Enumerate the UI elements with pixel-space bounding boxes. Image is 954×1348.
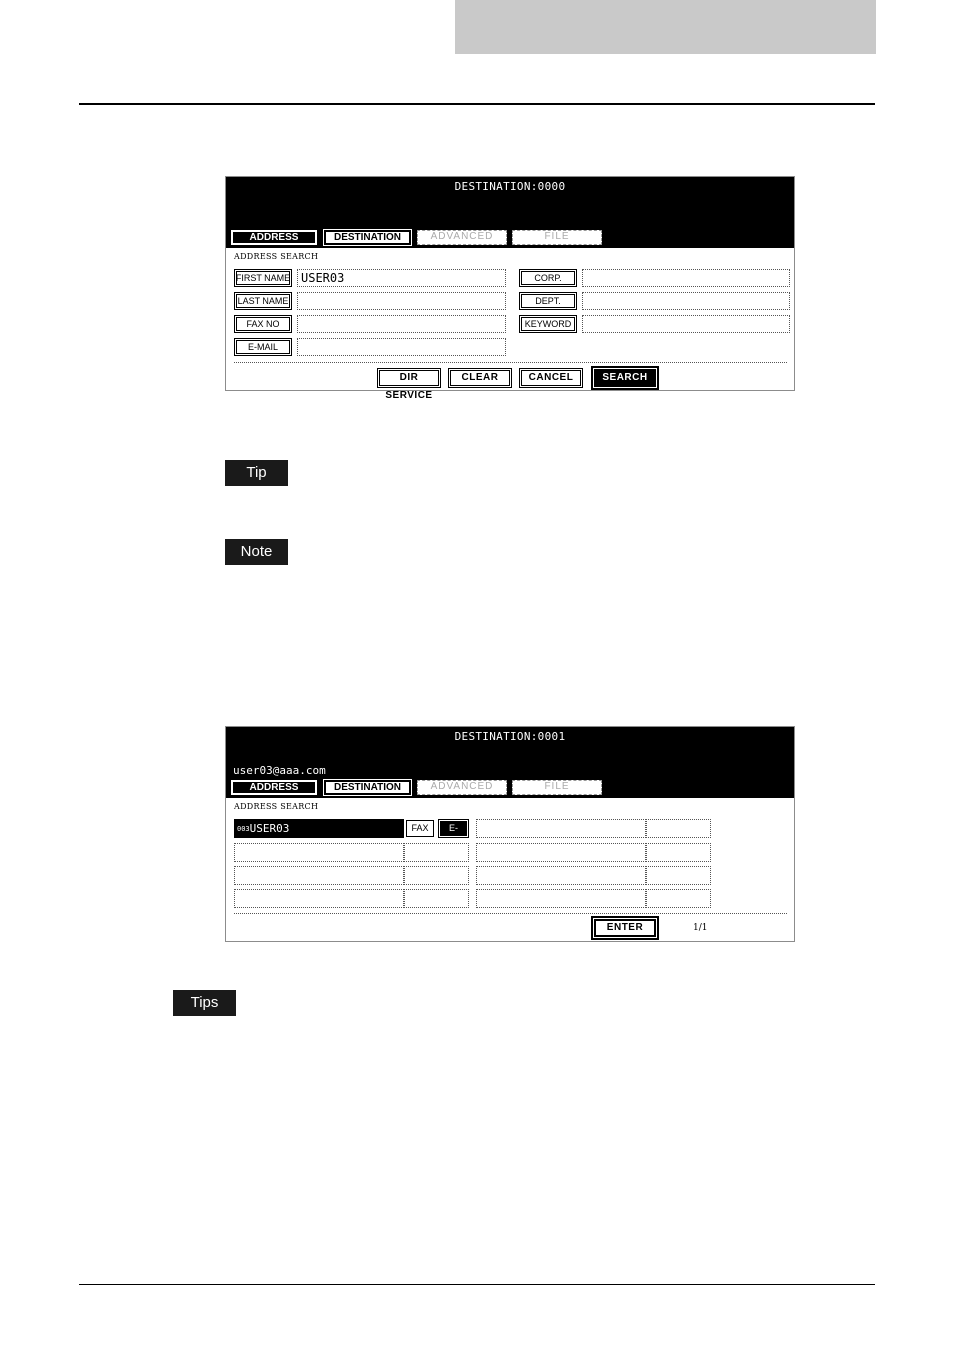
first-name-button[interactable]: FIRST NAME <box>234 269 292 287</box>
first-name-field[interactable]: USER03 <box>297 269 506 287</box>
tab-advanced[interactable]: ADVANCED <box>417 780 507 795</box>
destination-count: DESTINATION:0000 <box>454 180 566 193</box>
last-name-field[interactable] <box>297 292 506 310</box>
result-entry-type[interactable] <box>404 843 469 862</box>
cancel-button[interactable]: CANCEL <box>519 368 583 388</box>
tips-label: Tips <box>173 990 236 1016</box>
section-title: ADDRESS SEARCH <box>234 252 319 261</box>
clear-button[interactable]: CLEAR <box>448 368 512 388</box>
email-field[interactable] <box>297 338 506 356</box>
result-entry-type[interactable] <box>646 866 711 885</box>
tab-address[interactable]: ADDRESS <box>231 780 317 795</box>
result-entry-type[interactable] <box>404 866 469 885</box>
entry-number: 003 <box>237 825 250 833</box>
fax-toggle-button[interactable]: FAX <box>406 820 434 837</box>
bottom-rule <box>79 1284 875 1285</box>
tab-file[interactable]: FILE <box>512 230 602 245</box>
dept-field[interactable] <box>582 292 790 310</box>
header-bar <box>455 0 876 54</box>
top-rule <box>79 103 875 105</box>
keyword-field[interactable] <box>582 315 790 333</box>
email-button[interactable]: E-MAIL <box>234 338 292 356</box>
result-entry[interactable] <box>234 866 404 885</box>
tab-address[interactable]: ADDRESS <box>231 230 317 245</box>
last-name-button[interactable]: LAST NAME <box>234 292 292 310</box>
tab-advanced[interactable]: ADVANCED <box>417 230 507 245</box>
dir-service-button[interactable]: DIR SERVICE <box>377 368 441 388</box>
page-indicator: 1/1 <box>693 923 708 933</box>
result-entry-type[interactable] <box>646 843 711 862</box>
result-entry-type[interactable] <box>646 889 711 908</box>
result-entry[interactable] <box>476 843 646 862</box>
dept-button[interactable]: DEPT. <box>519 292 577 310</box>
result-entry[interactable] <box>234 889 404 908</box>
tab-destination[interactable]: DESTINATION <box>324 780 411 795</box>
result-entry[interactable] <box>476 819 646 838</box>
fax-no-button[interactable]: FAX NO <box>234 315 292 333</box>
tab-destination[interactable]: DESTINATION <box>324 230 411 245</box>
address-search-screen <box>225 176 795 401</box>
search-button[interactable]: SEARCH <box>591 366 659 390</box>
result-entry[interactable] <box>476 889 646 908</box>
result-entry-type[interactable] <box>404 889 469 908</box>
fax-no-field[interactable] <box>297 315 506 333</box>
selected-email: user03@aaa.com <box>233 764 326 777</box>
divider <box>234 913 787 914</box>
tab-file[interactable]: FILE <box>512 780 602 795</box>
corp-button[interactable]: CORP. <box>519 269 577 287</box>
divider <box>234 362 787 363</box>
keyword-button[interactable]: KEYWORD <box>519 315 577 333</box>
destination-count: DESTINATION:0001 <box>454 730 566 743</box>
entry-name: USER03 <box>249 822 290 835</box>
search-results-screen <box>225 726 795 942</box>
result-entry-selected[interactable] <box>234 819 404 838</box>
email-toggle-button[interactable]: E-MAIL <box>439 820 468 837</box>
result-entry[interactable] <box>234 843 404 862</box>
corp-field[interactable] <box>582 269 790 287</box>
result-entry[interactable] <box>476 866 646 885</box>
result-entry-type[interactable] <box>646 819 711 838</box>
note-label: Note <box>225 539 288 565</box>
tip-label: Tip <box>225 460 288 486</box>
section-title: ADDRESS SEARCH <box>234 802 319 811</box>
enter-button[interactable]: ENTER <box>591 916 659 940</box>
